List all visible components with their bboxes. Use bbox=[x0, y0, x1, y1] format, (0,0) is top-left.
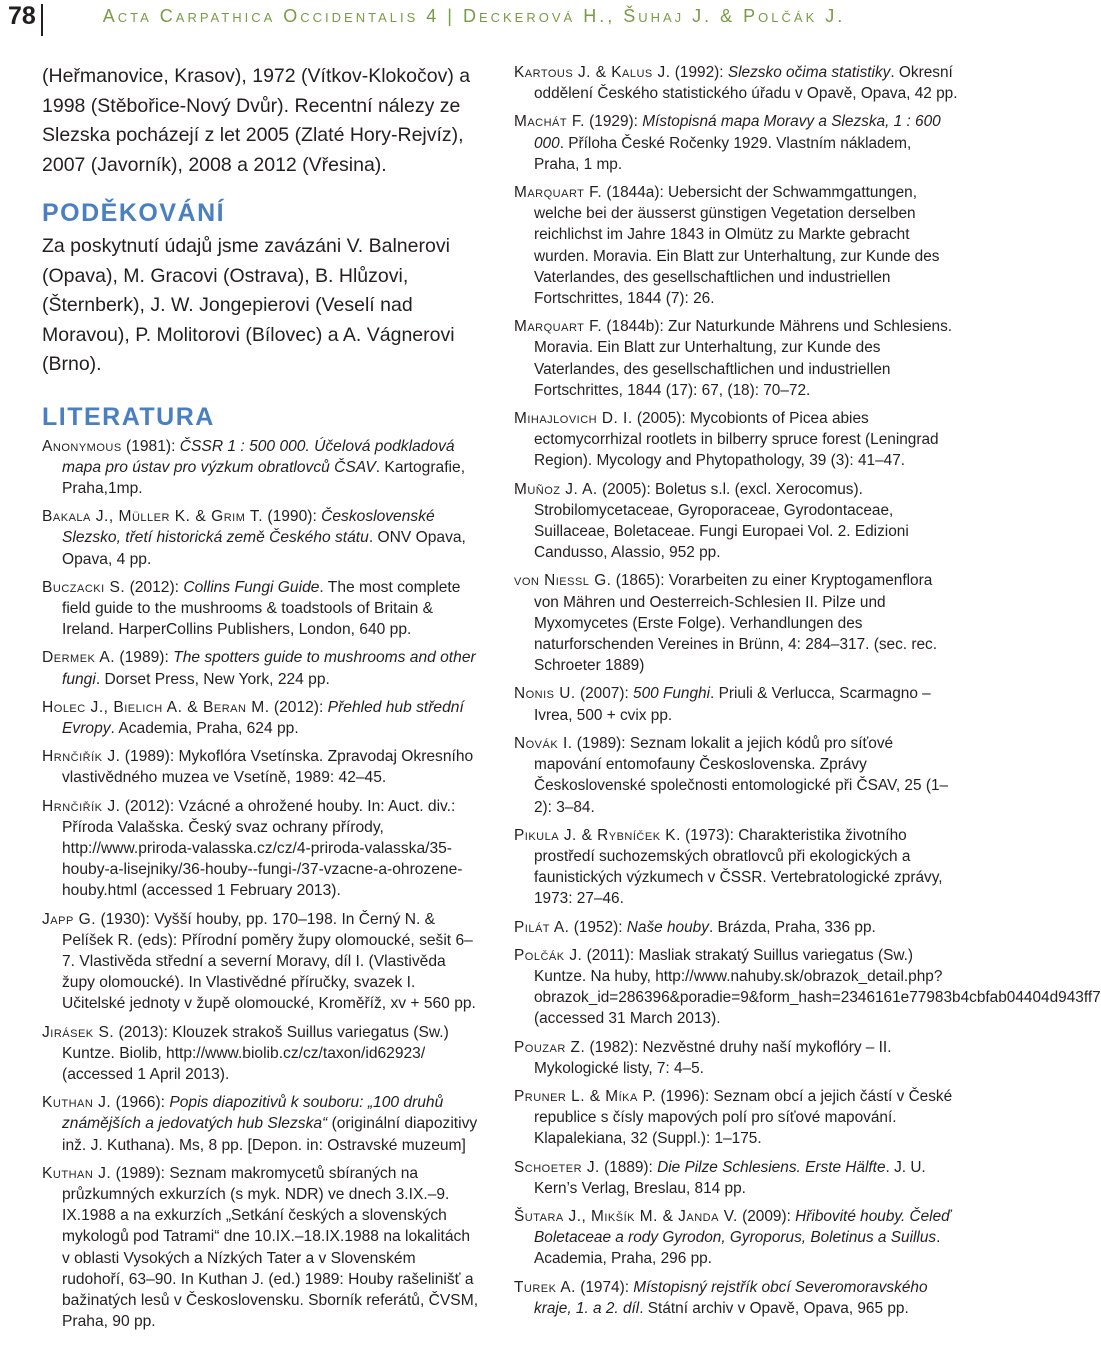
reference-list-left bbox=[42, 436, 482, 1333]
reference-year: (1982): bbox=[585, 1038, 643, 1056]
reference-year: (1996): bbox=[656, 1087, 714, 1105]
reference-title: Místopisná mapa Moravy a Slezska, 1 : 600 000 bbox=[534, 113, 941, 152]
reference-authors: Kartous J. & Kalus J. bbox=[514, 64, 671, 81]
reference-details: (originální diapozitivy inž. J. Kuthana). Ms, 8 pp. [Depon. in: Ostravské muzeum] bbox=[62, 1115, 478, 1154]
right-column bbox=[514, 62, 1101, 1326]
reference-authors: Hrnčiřík J. bbox=[42, 797, 121, 815]
reference-title: Místopisný rejstřík obcí Severomoravského kraje, 1. a 2. díl bbox=[534, 1278, 928, 1317]
reference-year: (1966): bbox=[111, 1094, 170, 1112]
reference-year: (1990): bbox=[263, 508, 322, 526]
reference-details: . J. U. Kern’s Verlag, Breslau, 814 pp. bbox=[534, 1158, 926, 1197]
reference-entry bbox=[514, 62, 958, 104]
reference-year: (1989): bbox=[111, 1164, 170, 1182]
reference-details: . Priuli & Verlucca, Scarmagno – Ivrea, 500 + cvix pp. bbox=[534, 685, 931, 724]
reference-year: (2013): bbox=[114, 1023, 173, 1041]
reference-authors: Pouzar Z. bbox=[514, 1038, 586, 1056]
reference-details: Charakteristika životního prostředí suchozemských obratlovců při ekologických a faunistických výzkumech v ČSSR. Vertebratologické zprávy, 1973: 27–46. bbox=[534, 826, 943, 908]
reference-entry bbox=[42, 746, 482, 788]
reference-entry bbox=[514, 182, 958, 309]
reference-year: (1930): bbox=[96, 910, 155, 928]
reference-details: . ONV Opava, Opava, 4 pp. bbox=[62, 529, 466, 568]
reference-title: Přehled hub střední Evropy bbox=[62, 698, 464, 737]
reference-year: (2009): bbox=[737, 1207, 796, 1225]
reference-entry bbox=[514, 570, 958, 676]
reference-year: (1865): bbox=[611, 572, 669, 590]
reference-entry bbox=[42, 697, 482, 739]
reference-entry bbox=[42, 647, 482, 689]
reference-details: Boletus s.l. (excl. Xerocomus). Strobilomycetaceae, Gyroporaceae, Gyrodontaceae, Suillaceae, Boletaceae. Fungi Europaei Vol. 2. Edizioni Candusso, Alassio, 952 pp. bbox=[534, 480, 909, 562]
reference-authors: Holec J., Bielich A. & Beran M. bbox=[42, 698, 270, 716]
reference-entry bbox=[514, 825, 958, 910]
reference-authors: Nonis U. bbox=[514, 685, 576, 703]
reference-authors: Anonymous bbox=[42, 437, 122, 455]
reference-details: . Státní archiv v Opavě, Opava, 965 pp. bbox=[639, 1299, 909, 1317]
reference-entry bbox=[514, 1206, 958, 1270]
reference-details: Zur Naturkunde Mährens und Schlesiens. Moravia. Ein Blatt zur Unterhaltung, zur Kunde des Vaterlandes, des gesellschaftlichen und industriellen Fortschrittes, 1844 (17): 67, (18): 70–72. bbox=[534, 318, 953, 399]
reference-title: Československé Slezsko, třetí historická země Českého státu bbox=[62, 508, 435, 547]
reference-year: (1974): bbox=[575, 1278, 634, 1296]
reference-entry bbox=[514, 316, 958, 401]
reference-entry bbox=[514, 945, 1101, 1030]
reference-year: (1989): bbox=[115, 649, 174, 667]
reference-entry bbox=[42, 577, 482, 641]
reference-entry bbox=[42, 1022, 482, 1086]
reference-details: Masliak strakatý Suillus variegatus (Sw.) Kuntze. Na huby, http://www.nahuby.sk/obrazok_detail.php?obrazok_id=286396&poradie=9&form_hash=2346161e77983b4cbfab04404d943ff7 (accessed 31 March 2013). bbox=[534, 946, 1101, 1028]
reference-entry bbox=[42, 909, 482, 1015]
reference-authors: Schoeter J. bbox=[514, 1158, 600, 1176]
reference-authors: von Niessl G. bbox=[514, 572, 612, 590]
reference-details: . Kartografie, Praha,1mp. bbox=[62, 458, 466, 497]
running-title: Acta Carpathica Occidentalis 4 | Deckerová H., Šuhaj J. & Polčák J. bbox=[102, 6, 846, 26]
reference-entry bbox=[514, 408, 958, 472]
reference-entry bbox=[514, 683, 958, 725]
reference-details: . Okresní oddělení Českého statistického úřadu v Opavě, Opava, 42 pp. bbox=[534, 64, 958, 103]
reference-entry bbox=[514, 1157, 958, 1199]
reference-title: Hřibovité houby. Čeleď Boletaceae a rody Gyrodon, Gyroporus, Boletinus a Suillus bbox=[534, 1207, 951, 1247]
intro-paragraph: (Heřmanovice, Krasov), 1972 (Vítkov-Klokočov) a 1998 (Stěbořice-Nový Dvůr). Recentní nálezy ze Slezska pocházejí z let 2005 (Zlaté Hory-Rejvíz), 2007 (Javorník), 2008 a 2012 (Vřesina). bbox=[42, 65, 471, 176]
reference-list-right bbox=[514, 62, 1101, 1319]
reference-year: (2012): bbox=[269, 698, 328, 716]
reference-year: (1989): bbox=[572, 734, 630, 752]
reference-entry bbox=[514, 1086, 958, 1150]
reference-authors: Japp G. bbox=[42, 910, 97, 928]
reference-authors: Polčák J. bbox=[514, 946, 583, 964]
reference-details: Seznam lokalit a jejich kódů pro síťové mapování entomofauny Československa. Zprávy Československé společnosti entomologické při ČSAV, 25 (1–2): 3–84. bbox=[534, 734, 949, 816]
reference-details: . Academia, Praha, 624 pp. bbox=[110, 719, 299, 737]
reference-year: (1992): bbox=[670, 64, 728, 81]
reference-entry bbox=[514, 479, 958, 564]
reference-authors: Buczacki S. bbox=[42, 578, 126, 596]
reference-title: The spotters guide to mushrooms and other fungi bbox=[62, 649, 476, 688]
reference-authors: Kuthan J. bbox=[42, 1164, 112, 1182]
acknowledgements-heading: PODĚKOVÁNÍ bbox=[42, 199, 226, 227]
reference-entry bbox=[42, 1163, 482, 1333]
reference-authors: Muñoz J. A. bbox=[514, 480, 598, 498]
literature-heading: LITERATURA bbox=[42, 402, 215, 431]
reference-year: (2005): bbox=[597, 480, 656, 498]
reference-entry bbox=[514, 1037, 958, 1079]
reference-authors: Marquart F. bbox=[514, 318, 603, 336]
reference-title: Die Pilze Schlesiens. Erste Hälfte bbox=[657, 1158, 886, 1176]
reference-authors: Pikula J. & Rybníček K. bbox=[514, 826, 681, 844]
reference-year: (1973): bbox=[680, 826, 739, 844]
reference-year: (2012): bbox=[125, 578, 184, 596]
reference-year: (2012): bbox=[120, 797, 179, 815]
reference-details: Mycobionts of Picea abies ectomycorrhizal rootlets in bilberry spruce forest (Leningrad Region). Mycology and Phytopathology, 39 (3): 41–47. bbox=[534, 410, 939, 470]
reference-authors: Hrnčiřík J. bbox=[42, 748, 121, 766]
reference-year: (2011): bbox=[582, 946, 639, 964]
reference-authors: Turek A. bbox=[514, 1278, 576, 1296]
reference-year: (2005): bbox=[632, 410, 690, 428]
reference-details: Seznam makromycetů sbíraných na průzkumných exkurzích (s myk. NDR) ve dnech 3.IX.–9. IX.1988 a na exkurzích „Setkání českých a slovenských mykologů pod Tatrami“ dne 10.IX.–18.IX.1988 na lokalitách v oblasti Vysokých a Nízkých Tater a v Slovenském rudohoří, 63–90. In Kuthan J. (ed.) 1989: Houby rašelinišť a bažinatých lesů v Československu. Sborník referátů, ČVSM, Praha, 90 pp. bbox=[62, 1164, 479, 1331]
reference-details: . Academia, Praha, 296 pp. bbox=[534, 1229, 941, 1268]
reference-authors: Šutara J., Mikšík M. & Janda V. bbox=[514, 1207, 738, 1225]
reference-title: ČSSR 1 : 500 000. Účelová podkladová mapa pro ústav pro výzkum obratlovců ČSAV bbox=[62, 437, 455, 476]
reference-year: (1844a): bbox=[602, 184, 669, 202]
reference-title: Collins Fungi Guide bbox=[183, 578, 320, 596]
reference-authors: Bakala J., Müller K. & Grim T. bbox=[42, 508, 264, 526]
reference-details: Vyšší houby, pp. 170–198. In Černý N. & Pelíšek R. (eds): Přírodní poměry župy olomoucké, sešit 6–7. Vlastivěda střední a severní Moravy, díl I. (Vlastivěda župy olomoucké). In Vlastivědné příručky, svazek I. Učitelské jednoty v župě olomoucké, Kroměříž, xv + 560 pp. bbox=[62, 910, 476, 1013]
reference-title: Naše houby bbox=[626, 918, 709, 936]
reference-year: (1844b): bbox=[602, 318, 669, 336]
page-number: 78 bbox=[8, 2, 36, 30]
reference-year: (1989): bbox=[120, 748, 179, 766]
reference-authors: Pilát A. bbox=[514, 918, 570, 936]
reference-authors: Jirásek S. bbox=[42, 1023, 115, 1041]
reference-year: (1952): bbox=[569, 918, 627, 936]
reference-details: Klouzek strakoš Suillus variegatus (Sw.) Kuntze. Biolib, http://www.biolib.cz/cz/taxon/id62923/ (accessed 1 April 2013). bbox=[62, 1023, 449, 1083]
reference-details: Mykoflóra Vsetínska. Zpravodaj Okresního vlastivědného muzea ve Vsetíně, 1989: 42–45. bbox=[62, 748, 474, 787]
reference-title: Slezsko očima statistiky bbox=[727, 64, 891, 81]
reference-year: (1981): bbox=[121, 437, 180, 455]
left-column bbox=[42, 62, 482, 1339]
reference-entry bbox=[42, 1092, 482, 1156]
reference-entry bbox=[514, 733, 958, 818]
reference-details: Seznam obcí a jejich částí v České republice s čísly mapových polí pro síťové mapování. Klapalekiana, 32 (Suppl.): 1–175. bbox=[534, 1087, 953, 1148]
reference-details: . Brázda, Praha, 336 pp. bbox=[708, 918, 876, 936]
reference-entry bbox=[514, 917, 958, 938]
reference-year: (2007): bbox=[575, 685, 634, 703]
reference-details: . Příloha České Ročenky 1929. Vlastním nákladem, Praha, 1 mp. bbox=[534, 134, 912, 173]
reference-entry bbox=[42, 436, 482, 500]
reference-title: 500 Funghi bbox=[633, 685, 711, 703]
reference-authors: Kuthan J. bbox=[42, 1094, 112, 1112]
reference-authors: Dermek A. bbox=[42, 649, 116, 667]
acknowledgements-text: Za poskytnutí údajů jsme zavázáni V. Balnerovi (Opava), M. Gracovi (Ostrava), B. Hlůzovi, (Šternberk), J. W. Jongepierovi (Veselí nad Moravou), P. Molitorovi (Bílovec) a A. Vágnerovi (Brno). bbox=[42, 235, 455, 375]
reference-entry bbox=[514, 111, 958, 175]
reference-authors: Mihajlovich D. I. bbox=[514, 410, 633, 428]
header-divider bbox=[41, 4, 43, 36]
page-header bbox=[0, 0, 960, 42]
reference-details: Vzácné a ohrožené houby. In: Auct. div.: Příroda Valašska. Český svaz ochrany přírody, http://www.priroda-valasska.cz/cz/4-priroda-valasska/35-houby-a-lisejniky/36-houby--fungi-/37-vzacne-a-ohrozene-houby.html (accessed 1 February 2013). bbox=[62, 797, 463, 900]
reference-year: (1929): bbox=[584, 113, 643, 131]
reference-details: . The most complete field guide to the mushrooms & toadstools of Britain & Ireland. HarperCollins Publishers, London, 640 pp. bbox=[62, 578, 461, 639]
reference-authors: Marquart F. bbox=[514, 184, 603, 202]
reference-year: (1889): bbox=[599, 1158, 658, 1176]
reference-details: Nezvěstné druhy naší mykoflóry – II. Mykologické listy, 7: 4–5. bbox=[534, 1038, 892, 1077]
reference-authors: Machát F. bbox=[514, 113, 585, 131]
reference-entry bbox=[514, 1277, 958, 1319]
reference-title: Popis diapozitivů k souboru: „100 druhů známějších a jedovatých hub Slezska“ bbox=[62, 1094, 444, 1133]
reference-details: Vorarbeiten zu einer Kryptogamenflora von Mähren und Oesterreich-Schlesien II. Pilze und Myxomycetes (Erste Folge). Verhandlungen des naturforschenden Vereines in Brünn, 4: 284–317. (sec. rec. Schroeter 1889) bbox=[534, 572, 937, 675]
reference-entry bbox=[42, 796, 482, 902]
reference-details: Uebersicht der Schwammgattungen, welche bei der äusserst günstigen Vegetation derselben reichlichst im Jahre 1843 in Olmütz zu Markte gebracht wurden. Moravia. Ein Blatt zur Unterhaltung, zur Kunde des Vaterlandes, des gesellschaftlichen und industriellen Fortschrittes, 1844 (7): 26. bbox=[534, 184, 940, 308]
reference-entry bbox=[42, 506, 482, 570]
reference-authors: Novák I. bbox=[514, 734, 573, 752]
reference-authors: Pruner L. & Míka P. bbox=[514, 1087, 657, 1105]
reference-details: . Dorset Press, New York, 224 pp. bbox=[95, 670, 330, 688]
